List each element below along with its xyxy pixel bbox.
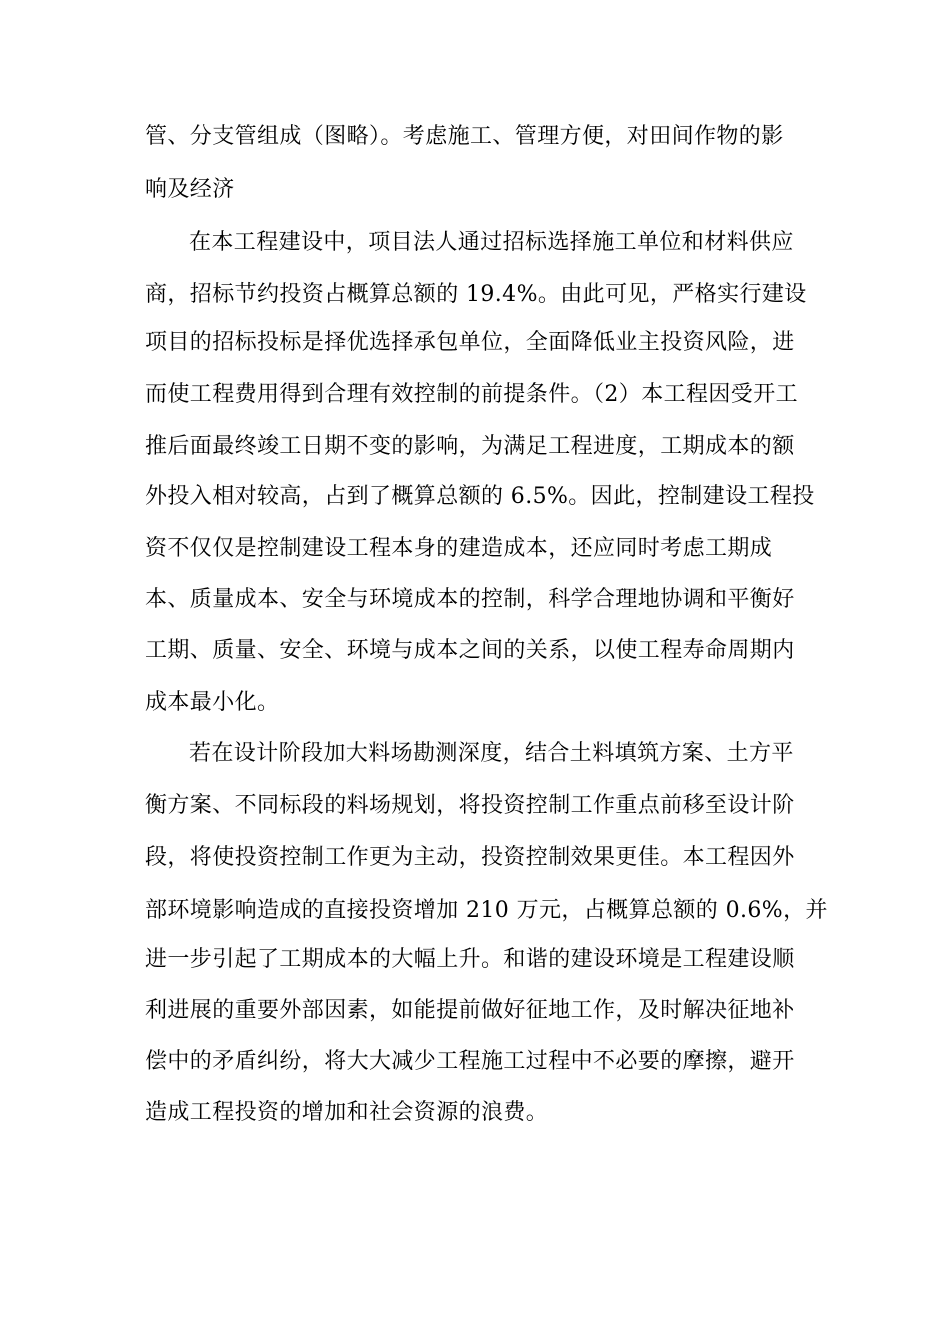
paragraph-2-line-1: 在本工程建设中，项目法人通过招标选择施工单位和材料供应 (189, 230, 794, 255)
paragraph-3-line-5: 进一步引起了工期成本的大幅上升。和谐的建设环境是工程建设顺 (145, 947, 795, 972)
paragraph-2-line-3: 项目的招标投标是择优选择承包单位，全面降低业主投资风险，进 (145, 330, 795, 355)
paragraph-2-line-4: 而使工程费用得到合理有效控制的前提条件。（2）本工程因受开工 (145, 382, 798, 407)
paragraph-3-line-6: 利进展的重要外部因素，如能提前做好征地工作，及时解决征地补 (145, 998, 795, 1023)
paragraph-2-line-10: 成本最小化。 (145, 690, 280, 715)
paragraph-3-line-4: 部环境影响造成的直接投资增加 210 万元，占概算总额的 0.6%，并 (145, 898, 828, 923)
paragraph-2-line-6: 外投入相对较高，占到了概算总额的 6.5%。因此，控制建设工程投 (145, 484, 815, 509)
paragraph-3-line-1: 若在设计阶段加大料场勘测深度，结合土料填筑方案、土方平 (189, 741, 794, 766)
paragraph-1-line-2: 响及经济 (145, 177, 235, 202)
paragraph-2-line-2: 商，招标节约投资占概算总额的 19.4%。由此可见，严格实行建设 (145, 282, 807, 307)
paragraph-3-line-7: 偿中的矛盾纠纷，将大大减少工程施工过程中不必要的摩擦，避开 (145, 1049, 795, 1074)
paragraph-2-line-7: 资不仅仅是控制建设工程本身的建造成本，还应同时考虑工期成 (145, 536, 773, 561)
paragraph-3-line-8: 造成工程投资的增加和社会资源的浪费。 (145, 1100, 549, 1125)
paragraph-2-line-9: 工期、质量、安全、环境与成本之间的关系，以使工程寿命周期内 (145, 638, 795, 663)
paragraph-3-line-2: 衡方案、不同标段的料场规划，将投资控制工作重点前移至设计阶 (145, 793, 795, 818)
paragraph-2-line-8: 本、质量成本、安全与环境成本的控制，科学合理地协调和平衡好 (145, 587, 795, 612)
paragraph-1-line-1: 管、分支管组成（图略）。考虑施工、管理方便，对田间作物的影 (145, 124, 784, 149)
paragraph-2-line-5: 推后面最终竣工日期不变的影响，为满足工程进度，工期成本的额 (145, 434, 795, 459)
paragraph-3-line-3: 段，将使投资控制工作更为主动，投资控制效果更佳。本工程因外 (145, 845, 795, 870)
